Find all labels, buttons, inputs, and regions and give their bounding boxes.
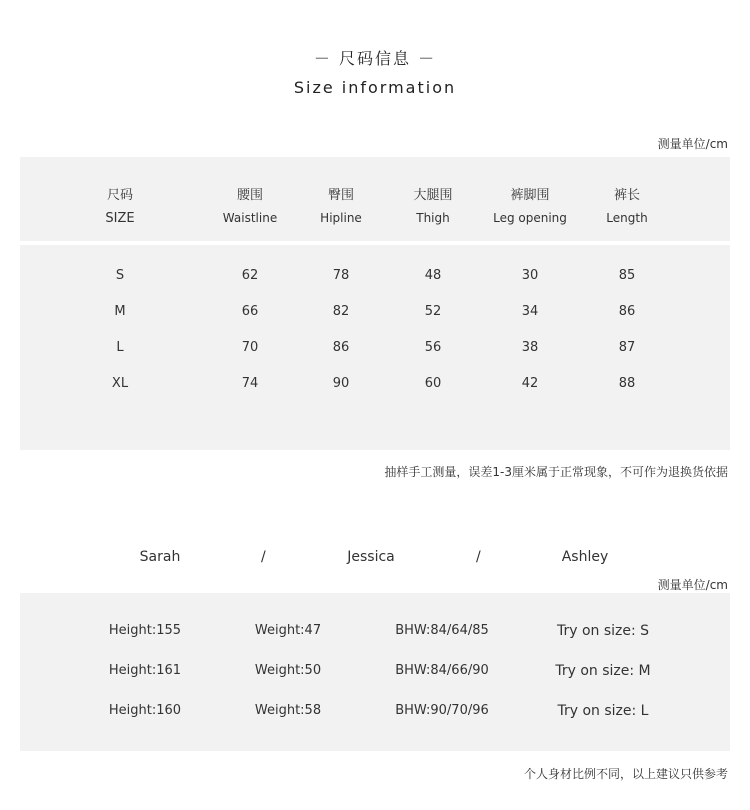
- table-row: S 62 78 48 30 85: [115, 268, 636, 283]
- model-name-ashley: Ashley: [561, 549, 609, 565]
- table-row: XL 74 90 60 42 88: [111, 376, 636, 391]
- unit-label: 测量单位/cm: [657, 578, 728, 592]
- model-row: Height:155 Weight:47 BHW:84/64/85 Try on size: S: [108, 623, 650, 639]
- name-separator: /: [261, 549, 266, 565]
- model-row: Height:161 Weight:50 BHW:84/66/90 Try on size: M: [108, 663, 651, 679]
- model-row: Height:160 Weight:58 BHW:90/70/96 Try on size: L: [108, 703, 649, 719]
- unit-label: 测量单位/cm: [657, 137, 728, 151]
- model-name-jessica: Jessica: [347, 549, 395, 565]
- model-measurements-panel: [20, 593, 730, 751]
- model-name-sarah: Sarah: [139, 549, 181, 565]
- section-title-en: Size information: [293, 78, 457, 97]
- header-length: 裤长 Length: [606, 188, 648, 225]
- header-hipline: 臀围 Hipline: [320, 188, 362, 225]
- header-size: 尺码 SIZE: [105, 188, 135, 226]
- table-row: L 70 86 56 38 87: [116, 340, 636, 355]
- footer-note: 个人身材比例不同，以上建议只供参考: [523, 767, 728, 781]
- header-leg-opening: 裤脚围 Leg opening: [493, 188, 567, 225]
- size-table-header: [20, 157, 730, 241]
- header-waistline: 腰围 Waistline: [222, 188, 278, 225]
- name-separator: /: [476, 549, 481, 565]
- section-title-cn: － 尺码信息 －: [313, 49, 437, 68]
- table-row: M 66 82 52 34 86: [114, 304, 636, 319]
- size-table-body: [20, 245, 730, 450]
- measurement-note: 抽样手工测量，误差1-3厘米属于正常现象，不可作为退换货依据: [384, 465, 728, 479]
- header-thigh: 大腿围 Thigh: [413, 188, 453, 225]
